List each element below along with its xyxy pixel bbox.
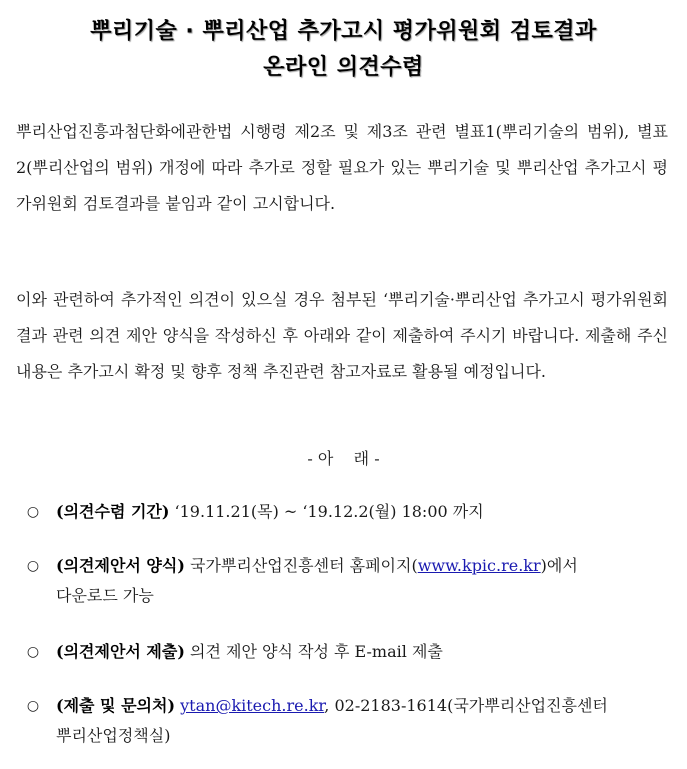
section-separator: - 아 래 - — [307, 449, 380, 468]
document-title-line-2: 온라인 의견수렴 — [263, 55, 424, 80]
item-text: ‘19.11.21(목) ~ ‘19.12.2(월) 18:00 까지 — [169, 502, 484, 521]
document-title-line-1: 뿌리기술 · 뿌리산업 추가고시 평가위원회 검토결과 — [90, 19, 597, 44]
item-label: (의견수렴 기간) — [56, 502, 170, 521]
intro-paragraph: 뿌리산업진흥과첨단화에관한법 시행령 제2조 및 제3조 관련 별표1(뿌리기술의 범위), 별표2(뿌리산업의 범위) 개정에 따라 추가로 정할 필요가 있는 뿌리기술 및 뿌리산업 추가고시 평가위원회 검토결과를 붙임과 같이 고시합니다. — [16, 122, 668, 213]
bullet-icon: ○ — [26, 558, 40, 574]
email-link[interactable]: ytan@kitech.re.kr — [180, 696, 325, 715]
list-item-contact — [24, 691, 669, 751]
item-text: , 02-2183-1614(국가뿌리산업진흥센터 — [324, 696, 608, 715]
item-text: 의견 제안 양식 작성 후 E-mail 제출 — [184, 642, 443, 661]
item-label: (의견제안서 양식) — [56, 556, 185, 575]
item-continuation: 다운로드 가능 — [56, 586, 154, 605]
item-continuation: 뿌리산업정책실) — [56, 726, 171, 745]
item-text: )에서 — [540, 556, 578, 575]
item-text: 국가뿌리산업진흥센터 홈페이지( — [184, 556, 418, 575]
bullet-icon: ○ — [26, 698, 40, 714]
item-label: (제출 및 문의처) — [56, 696, 176, 715]
item-label: (의견제안서 제출) — [56, 642, 185, 661]
list-item-form — [24, 551, 669, 611]
homepage-link[interactable]: www.kpic.re.kr — [417, 556, 541, 575]
submission-paragraph: 이와 관련하여 추가적인 의견이 있으실 경우 첨부된 ‘뿌리기술·뿌리산업 추가고시 평가위원회 결과 관련 의견 제안 양식을 작성하신 후 아래와 같이 제출하여 주시기 바랍니다. 제출해 주신 내용은 추가고시 확정 및 향후 정책 추진관련 참고자료로 활용될 예정입니다. — [16, 290, 668, 381]
bullet-icon: ○ — [26, 504, 40, 520]
list-item-submission — [24, 637, 669, 667]
list-item-period — [24, 497, 669, 527]
bullet-icon: ○ — [26, 644, 40, 660]
